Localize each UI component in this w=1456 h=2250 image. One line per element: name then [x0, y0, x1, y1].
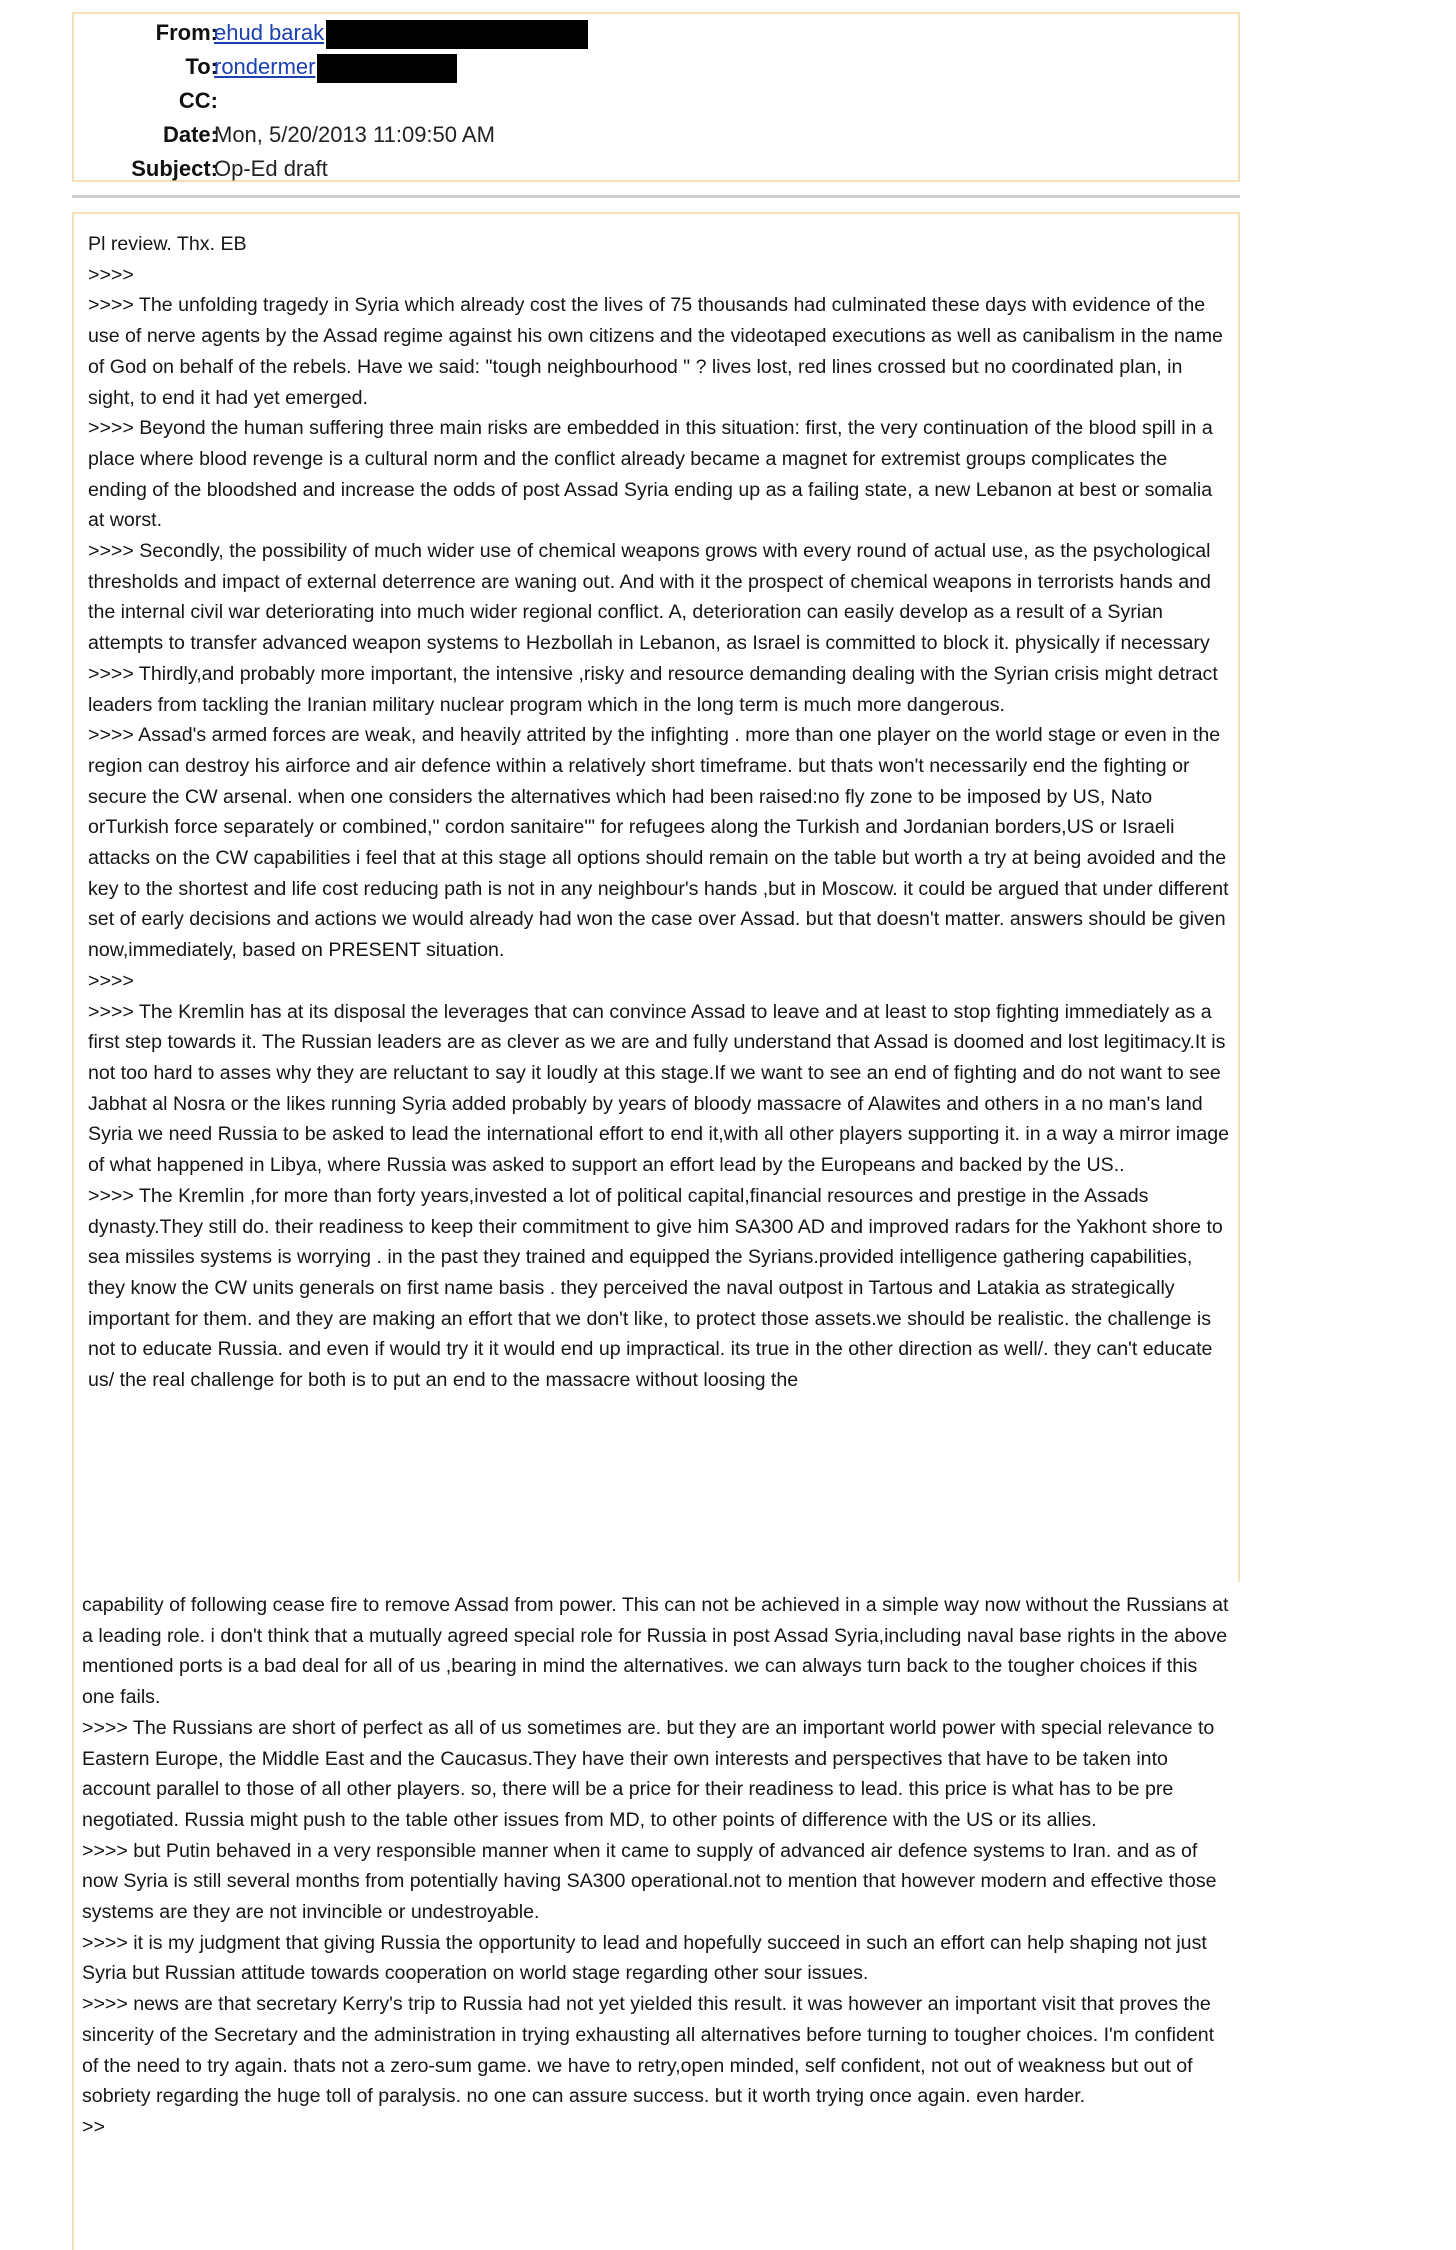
message-body-text-continued: [82, 1590, 1232, 2143]
body-paragraph: >>>> it is my judgment that giving Russia the opportunity to lead and hopefully succeed in such an effort can help shaping not just Syria but Russian attitude towards cooperation on world stage regarding other sour issues.: [82, 1931, 1207, 1985]
body-paragraph: >>>>: [88, 263, 134, 286]
body-paragraph: >>>> Thirdly,and probably more important, the intensive ,risky and resource demanding dealing with the Syrian crisis might detract leaders from tackling the Iranian military nuclear program which in the long term is much more dangerous.: [88, 662, 1218, 716]
subject-row: [74, 152, 1238, 186]
body-paragraph: capability of following cease fire to remove Assad from power. This can not be achieved in a simple way now without the Russians at a leading role. i don't think that a mutually agreed special role for Russia in post Assad Syria,including naval base rights in the above mentioned ports is a bad deal for all of us ,bearing in mind the alternatives. we can always turn back to the tougher choices if this one fails.: [82, 1594, 1229, 1709]
date-row: [74, 118, 1238, 152]
body-paragraph: >>>> but Putin behaved in a very responsible manner when it came to supply of advanced air defence systems to Iran. and as of now Syria is still several months from potentially having SA300 operational.not to mention that however modern and effective those systems are they are not invincible or undestroyable.: [82, 1839, 1217, 1924]
message-body-page-2: [72, 1582, 1240, 2250]
subject-label: Subject:: [131, 156, 218, 181]
from-value: [214, 16, 588, 50]
to-value: [214, 50, 457, 84]
header-divider: [72, 195, 1240, 198]
message-body-text: [88, 229, 1230, 1396]
to-link[interactable]: rondermer: [214, 54, 316, 79]
email-header: [72, 12, 1240, 182]
body-paragraph: >>>> The unfolding tragedy in Syria which already cost the lives of 75 thousands had culminated these days with evidence of the use of nerve agents by the Assad regime against his own citizens and the videotaped executions as well as canibalism in the name of God on behalf of the rebels. Have we said: "tough neighbourhood " ? lives lost, red lines crossed but no coordinated plan, in sight, to end it had yet emerged.: [88, 294, 1223, 409]
body-paragraph: >>>> The Kremlin has at its disposal the leverages that can convince Assad to leave and at least to stop fighting immediately as a first step towards it. The Russian leaders are as clever as we are and fully understand that Assad is doomed and lost legitimacy.It is not too hard to asses why they are reluctant to say it loudly at this stage.If we want to see an end of fighting and do not want to see Jabhat al Nosra or the likes running Syria added probably by years of bloody massacre of Alawites and others in a no man's land Syria we need Russia to be asked to lead the international effort to end it,with all other players supporting it. in a way a mirror image of what happened in Libya, where Russia was asked to support an effort lead by the Europeans and backed by the US..: [88, 1000, 1230, 1177]
redaction-block: [326, 20, 588, 49]
body-paragraph: Pl review. Thx. EB: [88, 233, 247, 255]
body-paragraph: >>>> The Russians are short of perfect as all of us sometimes are. but they are an important world power with special relevance to Eastern Europe, the Middle East and the Caucasus.They have their own interests and perspectives that have to be taken into account parallel to those of all other players. so, there will be a price for their readiness to lead. this price is what has to be pre negotiated. Russia might push to the table other issues from MD, to other points of difference with the US or its allies.: [82, 1716, 1215, 1831]
body-paragraph: >>>> news are that secretary Kerry's trip to Russia had not yet yielded this result. it was however an important visit that proves the sincerity of the Secretary and the administration in trying exhausting all alternatives before turning to tougher choices. I'm confident of the need to try again. thats not a zero-sum game. we have to retry,open minded, self confident, not out of weakness but out of sobriety regarding the huge toll of paralysis. no one can assure success. but it worth trying once again. even harder.: [82, 1993, 1215, 2108]
body-paragraph: >>: [82, 2115, 105, 2138]
body-paragraph: >>>> Secondly, the possibility of much wider use of chemical weapons grows with every round of actual use, as the psychological thresholds and impact of external deterrence are waning out. And with it the prospect of chemical weapons in terrorists hands and the internal civil war deteriorating into much wider regional conflict. A, deterioration can easily develop as a result of a Syrian attempts to transfer advanced weapon systems to Hezbollah in Lebanon, as Israel is committed to block it. physically if necessary: [88, 540, 1211, 655]
from-label: From:: [155, 20, 218, 45]
from-row: [74, 16, 1238, 50]
date-value: Mon, 5/20/2013 11:09:50 AM: [214, 122, 495, 147]
redaction-block: [317, 54, 457, 83]
body-paragraph: >>>>: [88, 969, 134, 992]
to-row: [74, 50, 1238, 84]
to-label: To:: [185, 54, 218, 79]
body-paragraph: >>>> Beyond the human suffering three main risks are embedded in this situation: first, the very continuation of the blood spill in a place where blood revenge is a cultural norm and the conflict already became a magnet for extremist groups complicates the ending of the bloodshed and increase the odds of post Assad Syria ending up as a failing state, a new Lebanon at best or somalia at worst.: [88, 417, 1213, 532]
message-body-page-1: [72, 212, 1240, 1582]
body-paragraph: >>>> Assad's armed forces are weak, and heavily attrited by the infighting . more than one player on the world stage or even in the region can destroy his airforce and air defence within a relatively short timeframe. but thats won't necessarily end the fighting or secure the CW arsenal. when one considers the alternatives which had been raised:no fly zone to be imposed by US, Nato orTurkish force separately or combined," cordon sanitaire'" for refugees along the Turkish and Jordanian borders,US or Israeli attacks on the CW capabilities i feel that at this stage all options should remain on the table but worth a try at being avoided and the key to the shortest and life cost reducing path is not in any neighbour's hands ,but in Moscow. it could be argued that under different set of early decisions and actions we would already had won the case over Assad. but that doesn't matter. answers should be given now,immediately, based on PRESENT situation.: [88, 724, 1229, 962]
from-link[interactable]: ehud barak: [214, 20, 325, 45]
cc-row: [74, 84, 1238, 118]
date-label: Date:: [162, 122, 218, 147]
cc-label: CC:: [178, 88, 218, 113]
subject-value: Op-Ed draft: [214, 156, 328, 181]
body-paragraph: >>>> The Kremlin ,for more than forty years,invested a lot of political capital,financial resources and prestige in the Assads dynasty.They still do. their readiness to keep their commitment to give him SA300 AD and improved radars for the Yakhont shore to sea missiles systems is worrying . in the past they trained and equipped the Syrians.provided intelligence gathering capabilities, they know the CW units generals on first name basis . they perceived the naval outpost in Tartous and Latakia as strategically important for them. and they are making an effort that we don't like, to protect those assets.we should be realistic. the challenge is not to educate Russia. and even if would try it it would end up impractical. its true in the other direction as well/. they can't educate us/ the real challenge for both is to put an end to the massacre without loosing the: [88, 1184, 1223, 1392]
